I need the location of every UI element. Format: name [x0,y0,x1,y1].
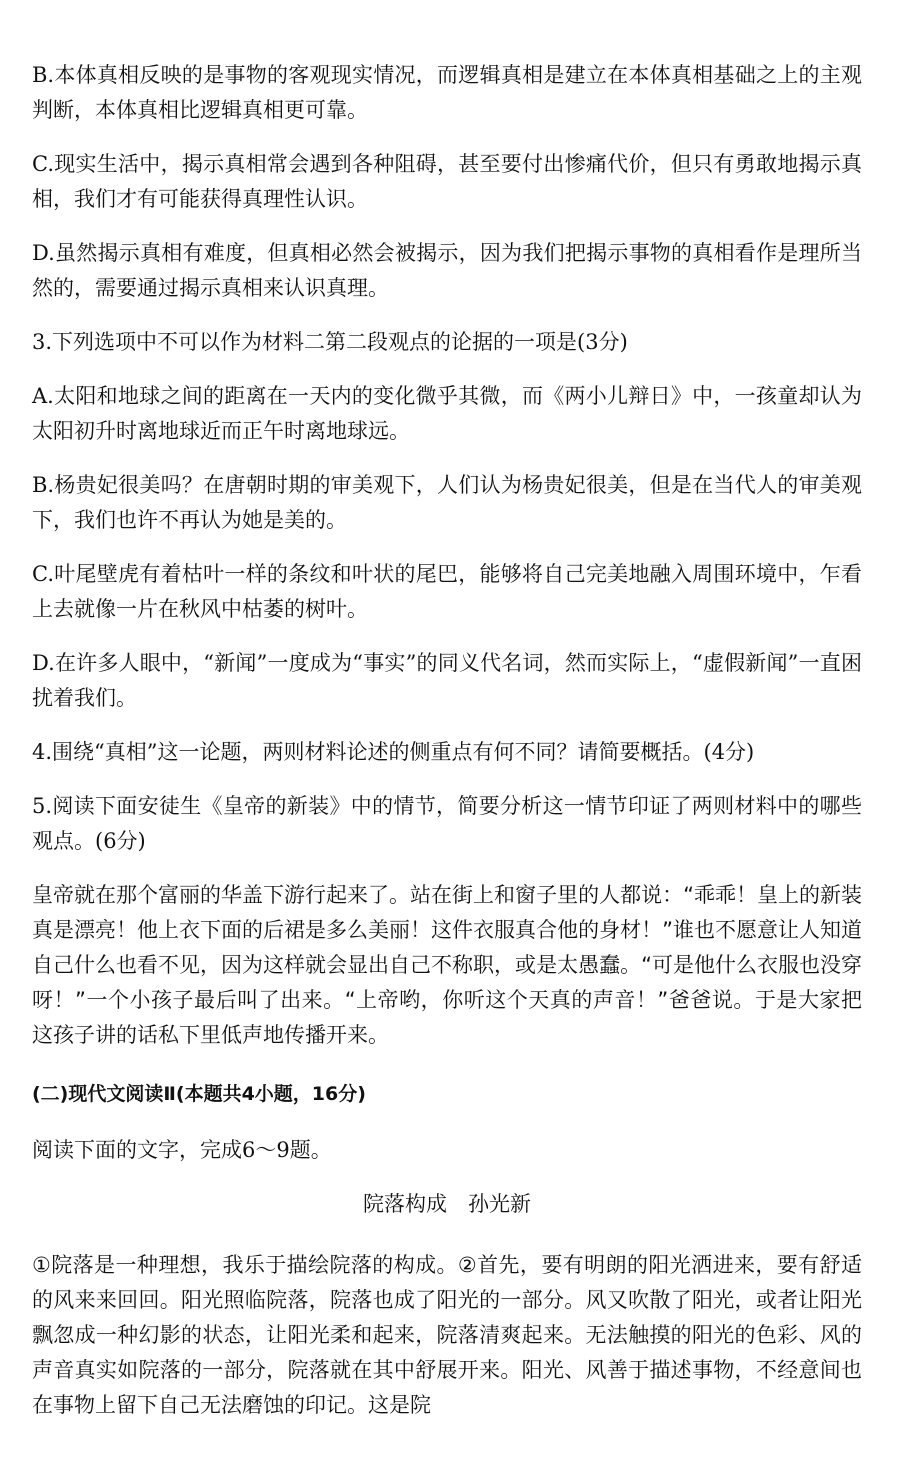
q3-option-d: D.在许多人眼中，“新闻”一度成为“事实”的同义代名词，然而实际上，“虚假新闻”一直困扰着我们。 [32,651,862,710]
q3-option-b: B.杨贵妃很美吗？在唐朝时期的审美观下，人们认为杨贵妃很美，但是在当代人的审美观下，我们也许不再认为她是美的。 [32,473,862,532]
article-body: ①院落是一种理想，我乐于描绘院落的构成。②首先，要有明朗的阳光洒进来，要有舒适的风来来回回。阳光照临院落，院落也成了阳光的一部分。风又吹散了阳光，或者让阳光飘忽成一种幻影的状态，让阳光柔和起来，院落清爽起来。无法触摸的阳光的色彩、风的声音真实如院落的一部分，院落就在其中舒展开来。阳光、风善于描述事物，不经意间也在事物上留下自己无法磨蚀的印记。这是院 [32,1253,862,1417]
q3-stem: 3.下列选项中不可以作为材料二第二段观点的论据的一项是(3分) [32,330,628,354]
q3-option-c: C.叶尾壁虎有着枯叶一样的条纹和叶状的尾巴，能够将自己完美地融入周围环境中，乍看上去就像一片在秋风中枯萎的树叶。 [32,562,862,621]
section-instruction: 阅读下面的文字，完成6～9题。 [32,1138,332,1162]
q2-option-d: D.虽然揭示真相有难度，但真相必然会被揭示，因为我们把揭示事物的真相看作是理所当然的，需要通过揭示真相来认识真理。 [32,241,862,300]
excerpt-emperor-new-clothes: 皇帝就在那个富丽的华盖下游行起来了。站在街上和窗子里的人都说：“乖乖！皇上的新装真是漂亮！他上衣下面的后裙是多么美丽！这件衣服真合他的身材！”谁也不愿意让人知道自己什么也看不见，因为这样就会显出自己不称职，或是太愚蠢。“可是他什么衣服也没穿呀！”一个小孩子最后叫了出来。“上帝哟，你听这个天真的声音！”爸爸说。于是大家把这孩子讲的话私下里低声地传播开来。 [32,883,862,1047]
section-heading: (二)现代文阅读Ⅱ(本题共4小题，16分) [32,1083,366,1105]
q5-stem: 5.阅读下面安徒生《皇帝的新装》中的情节，简要分析这一情节印证了两则材料中的哪些观点。(6分) [32,794,862,853]
article-title: 院落构成 孙光新 [363,1192,531,1216]
q2-option-b: B.本体真相反映的是事物的客观现实情况，而逻辑真相是建立在本体真相基础之上的主观判断，本体真相比逻辑真相更可靠。 [32,63,862,122]
exam-page [32,58,862,1423]
q3-option-a: A.太阳和地球之间的距离在一天内的变化微乎其微，而《两小儿辩日》中，一孩童却认为太阳初升时离地球近而正午时离地球远。 [32,384,862,443]
q4-stem: 4.围绕“真相”这一论题，两则材料论述的侧重点有何不同？请简要概括。(4分) [32,740,755,764]
q2-option-c: C.现实生活中，揭示真相常会遇到各种阻碍，甚至要付出惨痛代价，但只有勇敢地揭示真相，我们才有可能获得真理性认识。 [32,152,862,211]
